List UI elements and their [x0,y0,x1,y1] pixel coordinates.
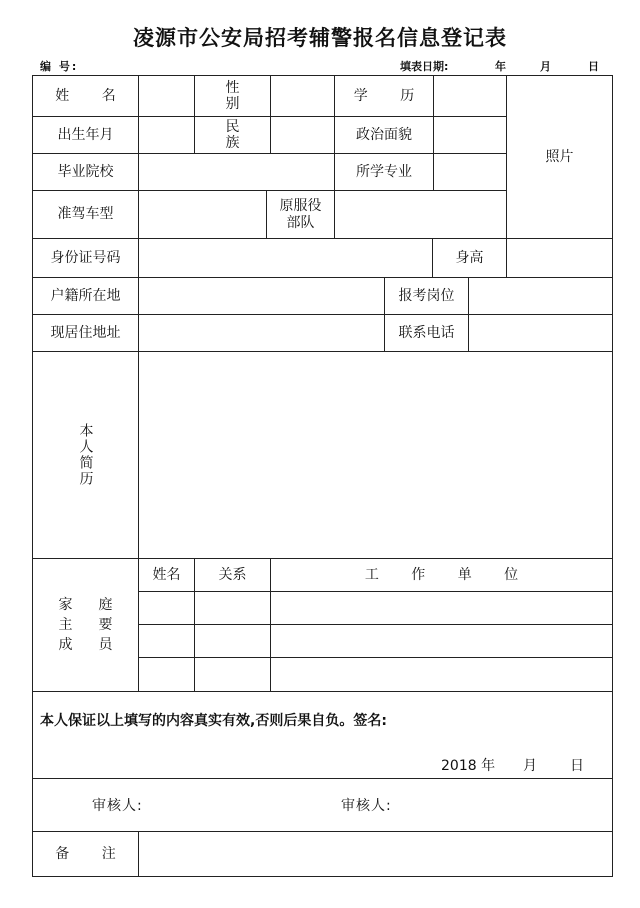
reviewer-2-label: 审核人: [341,798,392,814]
input-major[interactable] [434,154,506,190]
form-title: 凌源市公安局招考辅警报名信息登记表 [133,26,507,50]
input-hukou[interactable] [139,278,384,314]
family-col-work: 工 作 单 位 [364,566,533,583]
label-resume-cell [33,352,138,558]
label-education: 学 历 [353,87,429,104]
reviewer-1-label: 审核人: [92,798,143,814]
family-char: 主 [58,617,73,633]
label-army-line2: 部队 [286,214,315,231]
input-political[interactable] [434,117,506,153]
label-hukou: 户籍所在地 [50,287,121,304]
label-driving: 准驾车型 [57,206,114,223]
input-resume[interactable] [139,352,612,558]
family-char: 家 [58,597,73,613]
fill-date-year: 年 [495,60,506,73]
fill-date-day: 日 [588,60,599,73]
label-address: 现居住地址 [50,324,121,341]
input-gender[interactable] [271,76,334,116]
sign-date-year: 2018 年 [441,758,496,774]
label-family-cell [33,559,138,691]
label-major: 所学专业 [356,163,412,180]
family-row[interactable] [139,592,612,624]
label-gender: 性 别 [225,79,254,112]
label-position: 报考岗位 [398,287,455,304]
input-name[interactable] [139,76,194,116]
label-remarks: 备 注 [55,845,130,862]
input-position[interactable] [469,278,612,314]
label-birth: 出生年月 [57,126,114,143]
label-height: 身高 [455,249,484,266]
family-row[interactable] [139,658,612,691]
label-army [267,191,334,238]
label-phone: 联系电话 [398,324,455,341]
input-birth[interactable] [139,117,194,153]
input-address[interactable] [139,315,384,351]
input-phone[interactable] [469,315,612,351]
family-char: 庭 [98,597,113,613]
family-char: 成 [58,637,73,653]
label-army-line1: 原服役 [279,198,322,215]
input-height[interactable] [507,239,612,277]
label-resume: 本人简历 [77,423,94,487]
label-political: 政治面貌 [356,126,412,143]
family-char: 要 [98,617,113,633]
fill-date-month: 月 [540,60,551,73]
photo-box[interactable] [507,76,612,238]
input-driving[interactable] [139,191,266,238]
sign-date-month: 月 [523,758,537,774]
input-army[interactable] [335,191,506,238]
family-col-relation: 关系 [218,566,247,583]
photo-label: 照片 [545,148,574,165]
input-school[interactable] [139,154,334,190]
sign-date-day: 日 [570,758,584,774]
input-education[interactable] [434,76,506,116]
label-ethnicity: 民 族 [225,118,254,151]
input-id-number[interactable] [139,239,432,277]
family-col-name: 姓名 [152,566,181,583]
number-label: 编 号: [40,60,79,73]
label-school: 毕业院校 [57,163,114,180]
family-char: 员 [98,637,113,653]
fill-date-label: 填表日期: [400,60,449,73]
label-name: 姓 名 [55,87,130,104]
input-ethnicity[interactable] [271,117,334,153]
pledge-text: 本人保证以上填写的内容真实有效,否则后果自负。签名: [40,713,387,729]
input-remarks[interactable] [139,832,612,876]
family-row[interactable] [139,625,612,657]
label-id-number: 身份证号码 [50,249,121,266]
label-family [59,595,113,655]
